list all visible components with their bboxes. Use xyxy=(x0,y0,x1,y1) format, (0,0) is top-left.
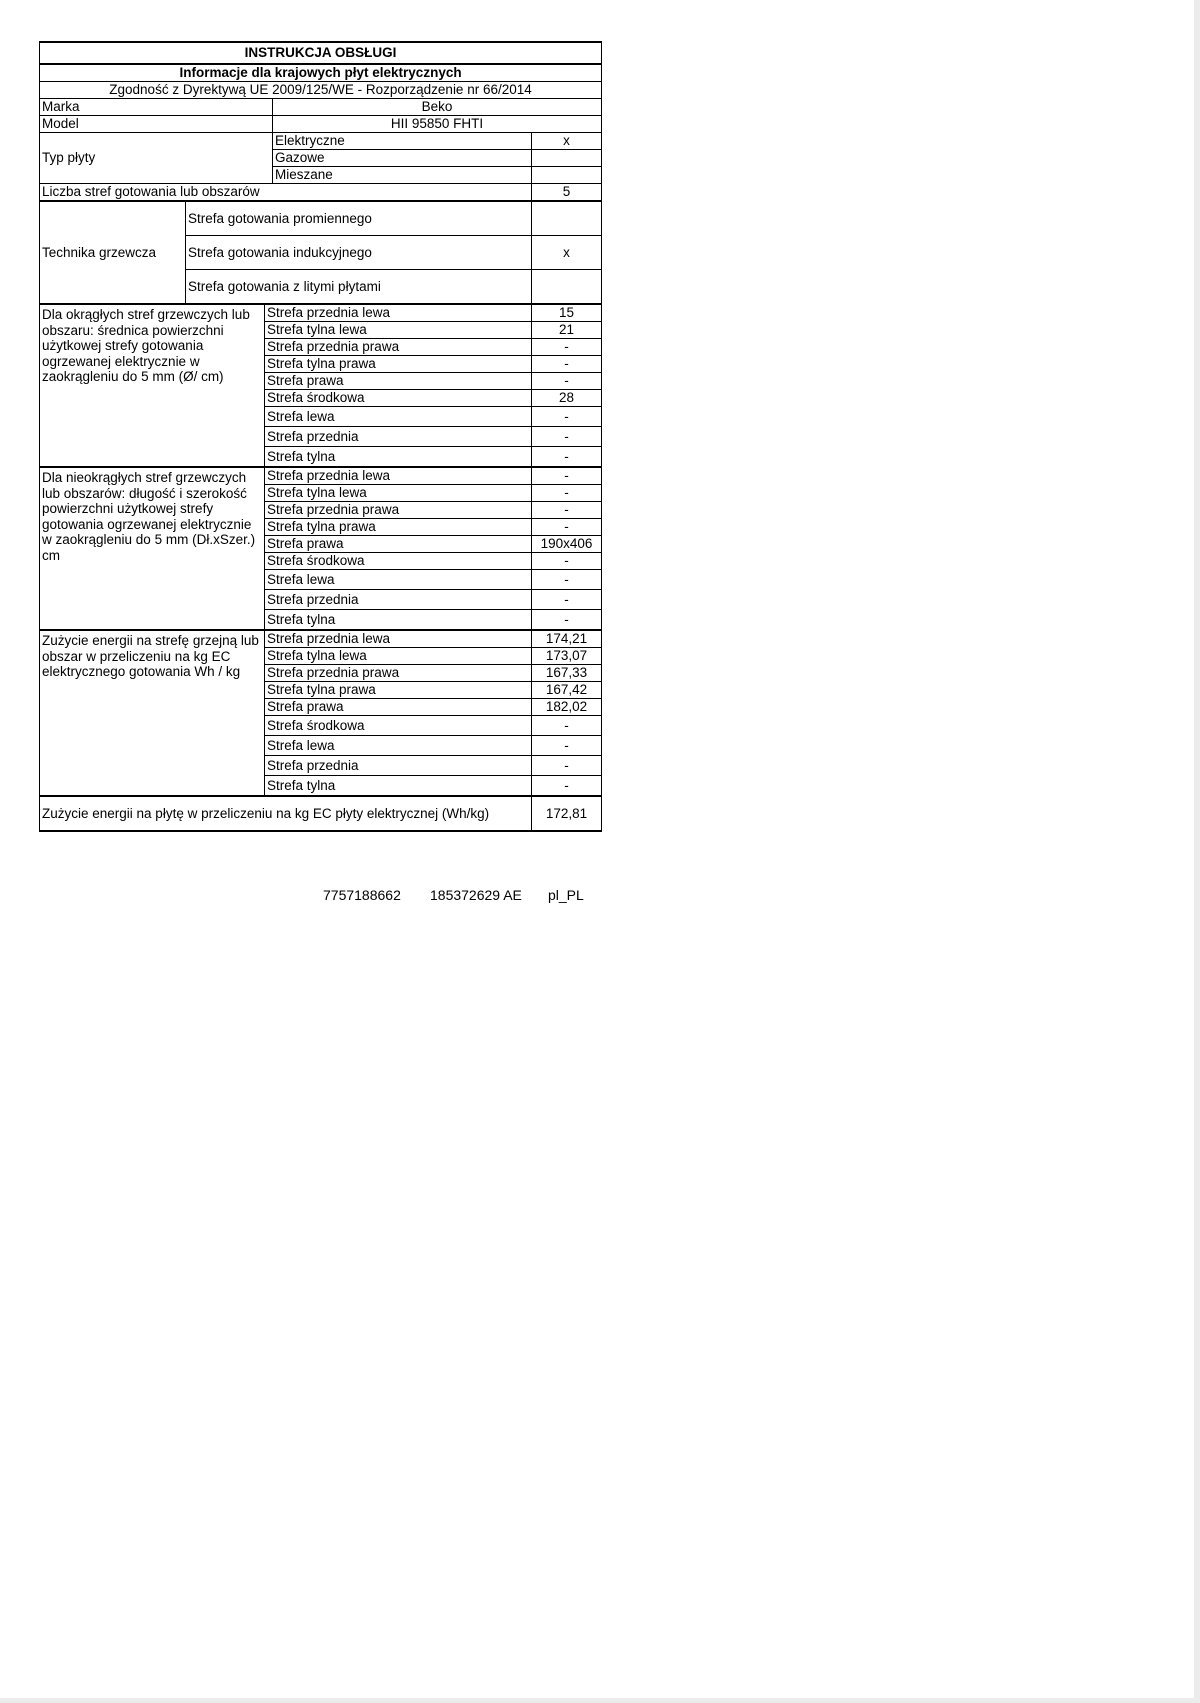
zone-value: - xyxy=(532,502,602,519)
zone-value: - xyxy=(532,756,602,776)
zone-name: Strefa tylna prawa xyxy=(265,682,532,699)
heating-technique-label: Technika grzewcza xyxy=(40,201,186,304)
footer-code-1: 7757188662 xyxy=(323,887,401,903)
brand-value: Beko xyxy=(273,99,602,116)
energy-total-label: Zużycie energii na płytę w przeliczeniu na kg EC płyty elektrycznej (Wh/kg) xyxy=(40,796,532,831)
zone-value: - xyxy=(532,590,602,610)
page-edge-right xyxy=(1194,0,1200,1703)
zone-name: Strefa przednia lewa xyxy=(265,630,532,648)
zone-name: Strefa tylna prawa xyxy=(265,519,532,536)
hob-type-mark: x xyxy=(532,133,602,150)
zone-name: Strefa prawa xyxy=(265,536,532,553)
hob-type-option: Mieszane xyxy=(273,167,532,184)
zone-name: Strefa tylna xyxy=(265,447,532,468)
document-title: INSTRUKCJA OBSŁUGI xyxy=(40,42,602,64)
zone-name: Strefa tylna prawa xyxy=(265,356,532,373)
zone-name: Strefa przednia xyxy=(265,756,532,776)
heating-technique-mark xyxy=(532,201,602,236)
zone-value: 167,33 xyxy=(532,665,602,682)
footer-locale: pl_PL xyxy=(548,887,584,903)
zone-name: Strefa przednia prawa xyxy=(265,502,532,519)
heating-technique-option: Strefa gotowania promiennego xyxy=(186,201,532,236)
zone-value: - xyxy=(532,570,602,590)
energy-total-value: 172,81 xyxy=(532,796,602,831)
zone-value: 190x406 xyxy=(532,536,602,553)
zone-name: Strefa tylna xyxy=(265,610,532,631)
footer-code-2: 185372629 AE xyxy=(430,887,522,903)
zone-name: Strefa przednia prawa xyxy=(265,665,532,682)
zone-value: - xyxy=(532,776,602,797)
zone-value: 167,42 xyxy=(532,682,602,699)
product-information-table xyxy=(39,41,602,832)
zone-name: Strefa przednia lewa xyxy=(265,467,532,485)
energy-zones-label: Zużycie energii na strefę grzejną lub obszar w przeliczeniu na kg EC elektrycznego gotowania Wh / kg xyxy=(40,630,265,796)
zones-count-label: Liczba stref gotowania lub obszarów xyxy=(40,184,532,202)
model-value: HII 95850 FHTI xyxy=(273,116,602,133)
zone-value: - xyxy=(532,519,602,536)
heating-technique-mark: x xyxy=(532,236,602,270)
zone-name: Strefa tylna lewa xyxy=(265,322,532,339)
zone-value: - xyxy=(532,485,602,502)
zone-value: 28 xyxy=(532,390,602,407)
heating-technique-option: Strefa gotowania z litymi płytami xyxy=(186,270,532,305)
zone-name: Strefa przednia xyxy=(265,427,532,447)
zone-value: - xyxy=(532,467,602,485)
zone-name: Strefa przednia xyxy=(265,590,532,610)
heating-technique-option: Strefa gotowania indukcyjnego xyxy=(186,236,532,270)
zone-value: 174,21 xyxy=(532,630,602,648)
hob-type-label: Typ płyty xyxy=(40,133,273,184)
zone-name: Strefa środkowa xyxy=(265,716,532,736)
zones-count-value: 5 xyxy=(532,184,602,202)
zone-value: - xyxy=(532,736,602,756)
zone-name: Strefa lewa xyxy=(265,570,532,590)
zone-value: - xyxy=(532,407,602,427)
hob-type-option: Elektryczne xyxy=(273,133,532,150)
zone-name: Strefa przednia lewa xyxy=(265,304,532,322)
zone-value: - xyxy=(532,553,602,570)
zone-name: Strefa tylna lewa xyxy=(265,648,532,665)
hob-type-mark xyxy=(532,167,602,184)
zone-value: - xyxy=(532,339,602,356)
zone-value: - xyxy=(532,373,602,390)
model-label: Model xyxy=(40,116,273,133)
zone-name: Strefa tylna lewa xyxy=(265,485,532,502)
zone-value: - xyxy=(532,447,602,468)
zone-value: 15 xyxy=(532,304,602,322)
compliance-note: Zgodność z Dyrektywą UE 2009/125/WE - Rozporządzenie nr 66/2014 xyxy=(40,82,602,99)
zone-value: 21 xyxy=(532,322,602,339)
zone-name: Strefa przednia prawa xyxy=(265,339,532,356)
zone-name: Strefa lewa xyxy=(265,407,532,427)
brand-label: Marka xyxy=(40,99,273,116)
zone-name: Strefa prawa xyxy=(265,373,532,390)
document-subtitle: Informacje dla krajowych płyt elektrycznych xyxy=(40,64,602,82)
zone-name: Strefa tylna xyxy=(265,776,532,797)
zone-value: 182,02 xyxy=(532,699,602,716)
hob-type-option: Gazowe xyxy=(273,150,532,167)
nonround-zones-label: Dla nieokrągłych stref grzewczych lub obszarów: długość i szerokość powierzchni użytkowej strefy gotowania ogrzewanej elektrycznie w zaokrągleniu do 5 mm (Dł.xSzer.) cm xyxy=(40,467,265,630)
round-zones-label: Dla okrągłych stref grzewczych lub obszaru: średnica powierzchni użytkowej strefy gotowania ogrzewanej elektrycznie w zaokrągleniu do 5 mm (Ø/ cm) xyxy=(40,304,265,467)
zone-name: Strefa prawa xyxy=(265,699,532,716)
zone-name: Strefa środkowa xyxy=(265,553,532,570)
zone-value: - xyxy=(532,716,602,736)
heating-technique-mark xyxy=(532,270,602,305)
zone-name: Strefa środkowa xyxy=(265,390,532,407)
hob-type-mark xyxy=(532,150,602,167)
zone-value: - xyxy=(532,427,602,447)
zone-name: Strefa lewa xyxy=(265,736,532,756)
zone-value: - xyxy=(532,356,602,373)
zone-value: - xyxy=(532,610,602,631)
zone-value: 173,07 xyxy=(532,648,602,665)
page-edge-bottom xyxy=(0,1698,1200,1703)
